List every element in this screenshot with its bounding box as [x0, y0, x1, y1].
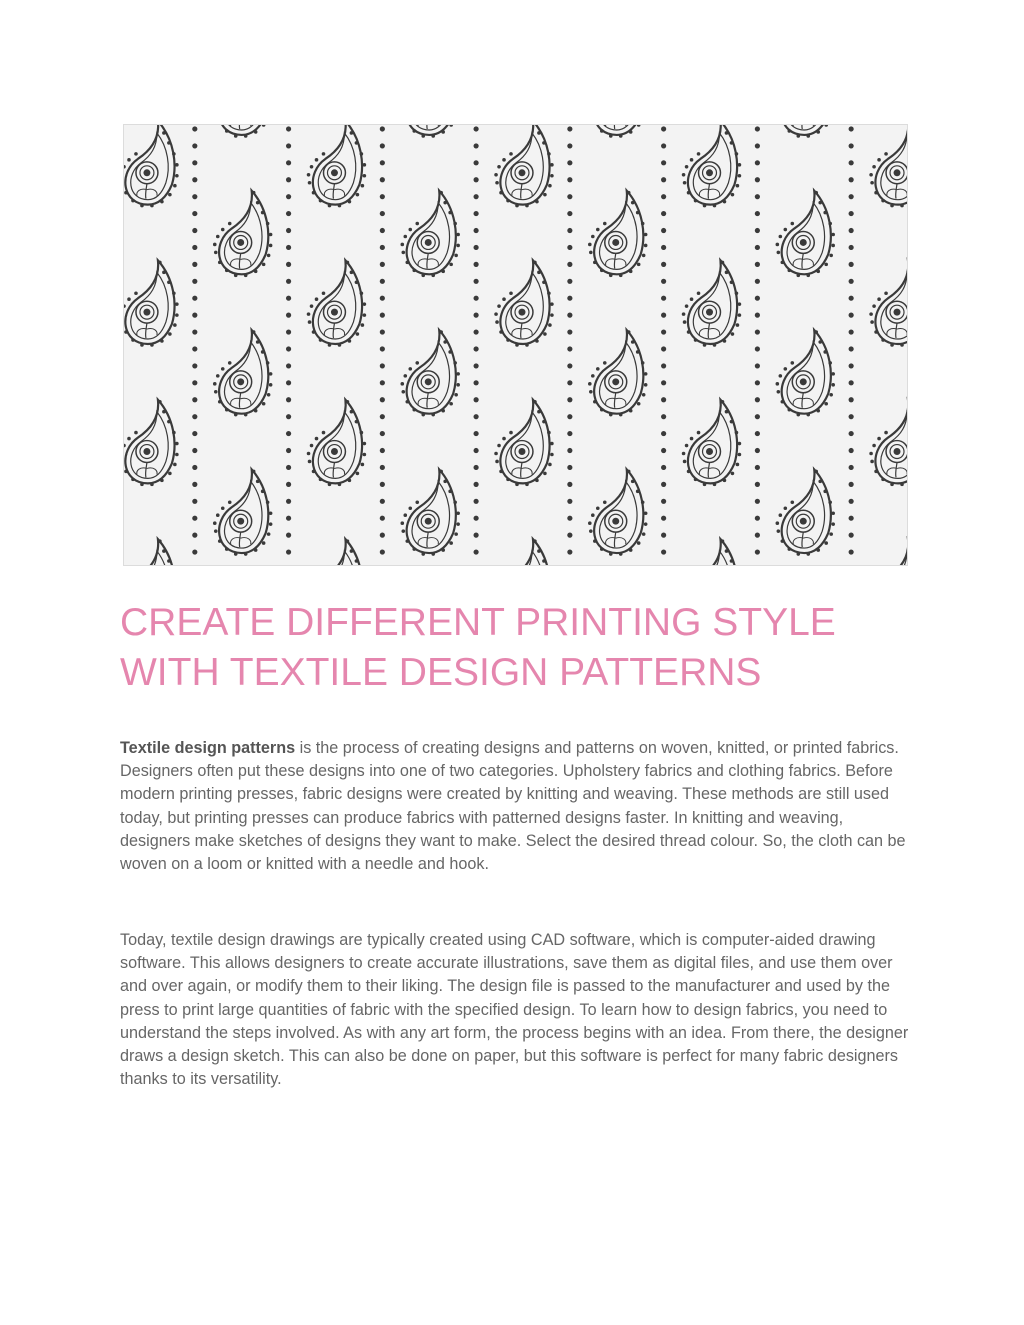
- dot-ornament: [380, 414, 385, 419]
- dot-ornament: [567, 346, 572, 351]
- dot-ornament: [380, 363, 385, 368]
- dot-ornament: [567, 296, 572, 301]
- dot-ornament: [755, 549, 760, 554]
- dot-ornament: [661, 143, 666, 148]
- dot-ornament: [567, 245, 572, 250]
- dot-ornament: [849, 228, 854, 233]
- dot-ornament: [474, 414, 479, 419]
- dot-ornament: [474, 177, 479, 182]
- dot-ornament: [474, 211, 479, 216]
- dot-ornament: [192, 397, 197, 402]
- dot-ornament: [474, 346, 479, 351]
- dot-ornament: [286, 143, 291, 148]
- article-title-line-2: WITH TEXTILE DESIGN PATTERNS: [120, 651, 762, 694]
- dot-ornament: [755, 465, 760, 470]
- dot-ornament: [661, 346, 666, 351]
- paragraph-1-text: is the process of creating designs and patterns on woven, knitted, or printed fabrics. Designers often put these designs into one of two categories. Upholstery fabrics and clothing fabrics. Before modern printing presses, fabric designs were created by knitting and weaving. These methods are still used today, but printing presses can produce fabrics with patterned designs faster. In knitting and weaving, designers make sketches of designs they want to make. Select the desired thread colour. So, the cloth can be woven on a loom or knitted with a needle and hook.: [120, 739, 906, 874]
- dot-ornament: [474, 533, 479, 538]
- dot-ornament: [755, 499, 760, 504]
- dot-ornament: [380, 194, 385, 199]
- dot-ornament: [380, 262, 385, 267]
- dot-ornament: [755, 262, 760, 267]
- dot-ornament: [567, 177, 572, 182]
- dot-ornament: [192, 160, 197, 165]
- dot-ornament: [286, 313, 291, 318]
- dot-ornament: [380, 380, 385, 385]
- dot-ornament: [661, 363, 666, 368]
- dot-ornament: [755, 346, 760, 351]
- dot-ornament: [192, 380, 197, 385]
- dot-ornament: [755, 380, 760, 385]
- dot-ornament: [286, 397, 291, 402]
- dot-ornament: [192, 262, 197, 267]
- dot-ornament: [567, 160, 572, 165]
- dot-ornament: [286, 296, 291, 301]
- dot-ornament: [755, 313, 760, 318]
- dot-ornament: [849, 346, 854, 351]
- dot-ornament: [380, 346, 385, 351]
- dot-ornament: [192, 143, 197, 148]
- dot-ornament: [661, 313, 666, 318]
- dot-ornament: [849, 262, 854, 267]
- dot-ornament: [192, 414, 197, 419]
- dot-ornament: [567, 414, 572, 419]
- dot-ornament: [849, 126, 854, 131]
- dot-ornament: [474, 448, 479, 453]
- dot-ornament: [192, 126, 197, 131]
- dot-ornament: [849, 482, 854, 487]
- dot-ornament: [380, 516, 385, 521]
- dot-ornament: [474, 482, 479, 487]
- dot-ornament: [567, 397, 572, 402]
- dot-ornament: [380, 313, 385, 318]
- dot-ornament: [661, 533, 666, 538]
- dot-ornament: [849, 516, 854, 521]
- dot-ornament: [286, 380, 291, 385]
- dot-ornament: [380, 397, 385, 402]
- dot-ornament: [661, 160, 666, 165]
- dot-ornament: [661, 194, 666, 199]
- dot-ornament: [661, 499, 666, 504]
- dot-ornament: [755, 143, 760, 148]
- dot-ornament: [849, 160, 854, 165]
- dot-ornament: [192, 194, 197, 199]
- dot-ornament: [474, 431, 479, 436]
- dot-ornament: [286, 211, 291, 216]
- article-paragraph-2: Today, textile design drawings are typically created using CAD software, which is computer-aided drawing software. This allows designers to create accurate illustrations, save them as digital files, and use them over and over again, or modify them to their liking. The design file is passed to the manufacturer and used by the press to print large quantities of fabric with the specified design. To learn how to design fabrics, you need to understand the steps involved. As with any art form, the process begins with an idea. From there, the designer draws a design sketch. This can also be done on paper, but this software is perfect for many fabric designers thanks to its versatility.: [120, 931, 909, 1089]
- dot-ornament: [286, 329, 291, 334]
- dot-ornament: [661, 448, 666, 453]
- dot-ornament: [474, 363, 479, 368]
- dot-ornament: [849, 143, 854, 148]
- dot-ornament: [286, 194, 291, 199]
- dot-ornament: [755, 397, 760, 402]
- dot-ornament: [849, 448, 854, 453]
- dot-ornament: [380, 482, 385, 487]
- dot-ornament: [849, 499, 854, 504]
- dot-ornament: [474, 245, 479, 250]
- dot-ornament: [755, 177, 760, 182]
- dot-ornament: [474, 380, 479, 385]
- dot-ornament: [661, 279, 666, 284]
- dot-ornament: [567, 313, 572, 318]
- dot-ornament: [474, 465, 479, 470]
- dot-ornament: [474, 194, 479, 199]
- dot-ornament: [755, 279, 760, 284]
- dot-ornament: [192, 245, 197, 250]
- dot-ornament: [286, 431, 291, 436]
- dot-ornament: [192, 499, 197, 504]
- dot-ornament: [755, 448, 760, 453]
- dot-ornament: [755, 211, 760, 216]
- paisley-pattern-graphic: [124, 125, 907, 565]
- dot-ornament: [380, 329, 385, 334]
- dot-ornament: [192, 465, 197, 470]
- dot-ornament: [286, 549, 291, 554]
- dot-ornament: [380, 296, 385, 301]
- dot-ornament: [286, 262, 291, 267]
- dot-ornament: [755, 194, 760, 199]
- dot-ornament: [755, 160, 760, 165]
- dot-ornament: [849, 279, 854, 284]
- dot-ornament: [192, 211, 197, 216]
- dot-ornament: [286, 482, 291, 487]
- dot-ornament: [192, 228, 197, 233]
- dot-ornament: [849, 194, 854, 199]
- dot-ornament: [567, 262, 572, 267]
- dot-ornament: [380, 448, 385, 453]
- dot-ornament: [286, 516, 291, 521]
- dot-ornament: [755, 363, 760, 368]
- dot-ornament: [474, 397, 479, 402]
- dot-ornament: [567, 194, 572, 199]
- dot-ornament: [755, 329, 760, 334]
- dot-ornament: [661, 296, 666, 301]
- keyword-textile-design-patterns: Textile design patterns: [120, 739, 296, 757]
- dot-ornament: [567, 211, 572, 216]
- dot-ornament: [755, 482, 760, 487]
- dot-ornament: [849, 533, 854, 538]
- dot-ornament: [286, 499, 291, 504]
- dot-ornament: [849, 397, 854, 402]
- dot-ornament: [661, 482, 666, 487]
- dot-ornament: [380, 533, 385, 538]
- dot-ornament: [849, 177, 854, 182]
- dot-ornament: [474, 279, 479, 284]
- dot-ornament: [192, 482, 197, 487]
- dot-ornament: [474, 516, 479, 521]
- dot-ornament: [192, 296, 197, 301]
- dot-ornament: [755, 516, 760, 521]
- dot-ornament: [755, 414, 760, 419]
- dot-ornament: [661, 329, 666, 334]
- dot-ornament: [380, 549, 385, 554]
- dot-ornament: [849, 465, 854, 470]
- dot-ornament: [567, 143, 572, 148]
- dot-ornament: [192, 363, 197, 368]
- dot-ornament: [380, 245, 385, 250]
- dot-ornament: [755, 431, 760, 436]
- dot-ornament: [849, 363, 854, 368]
- article-title: [120, 598, 920, 698]
- dot-ornament: [755, 296, 760, 301]
- dot-ornament: [286, 160, 291, 165]
- dot-ornament: [755, 228, 760, 233]
- dot-ornament: [474, 160, 479, 165]
- dot-ornament: [380, 126, 385, 131]
- dot-ornament: [474, 296, 479, 301]
- dot-ornament: [286, 245, 291, 250]
- dot-ornament: [567, 363, 572, 368]
- dot-ornament: [474, 549, 479, 554]
- dot-ornament: [474, 126, 479, 131]
- dot-ornament: [192, 516, 197, 521]
- dot-ornament: [380, 177, 385, 182]
- dot-ornament: [661, 211, 666, 216]
- dot-ornament: [567, 329, 572, 334]
- dot-ornament: [567, 516, 572, 521]
- dot-ornament: [849, 211, 854, 216]
- dot-ornament: [474, 143, 479, 148]
- dot-ornament: [849, 549, 854, 554]
- dot-ornament: [192, 533, 197, 538]
- dot-ornament: [755, 533, 760, 538]
- dot-ornament: [380, 465, 385, 470]
- dot-ornament: [661, 177, 666, 182]
- dot-ornament: [474, 499, 479, 504]
- dot-ornament: [661, 431, 666, 436]
- dot-ornament: [567, 465, 572, 470]
- dot-ornament: [849, 245, 854, 250]
- dot-ornament: [380, 160, 385, 165]
- dot-ornament: [380, 431, 385, 436]
- dot-ornament: [661, 262, 666, 267]
- dot-ornament: [849, 414, 854, 419]
- dot-ornament: [567, 380, 572, 385]
- dot-ornament: [567, 482, 572, 487]
- article-title-line-1: CREATE DIFFERENT PRINTING STYLE: [120, 601, 836, 644]
- dot-ornament: [755, 126, 760, 131]
- dot-ornament: [286, 126, 291, 131]
- dot-ornament: [380, 499, 385, 504]
- dot-ornament: [286, 533, 291, 538]
- dot-ornament: [286, 363, 291, 368]
- dot-ornament: [661, 516, 666, 521]
- dot-ornament: [380, 143, 385, 148]
- dot-ornament: [192, 346, 197, 351]
- dot-ornament: [192, 279, 197, 284]
- dot-ornament: [286, 346, 291, 351]
- dot-ornament: [661, 380, 666, 385]
- dot-ornament: [474, 313, 479, 318]
- dot-ornament: [286, 414, 291, 419]
- dot-ornament: [849, 431, 854, 436]
- dot-ornament: [474, 228, 479, 233]
- dot-ornament: [567, 431, 572, 436]
- dot-ornament: [192, 177, 197, 182]
- dot-ornament: [661, 228, 666, 233]
- dot-ornament: [380, 228, 385, 233]
- dot-ornament: [849, 329, 854, 334]
- dot-ornament: [661, 245, 666, 250]
- article-paragraph-1: [120, 737, 910, 876]
- dot-ornament: [567, 228, 572, 233]
- dot-ornament: [849, 296, 854, 301]
- dot-ornament: [286, 279, 291, 284]
- paisley-pattern-image: [123, 124, 908, 566]
- dot-ornament: [286, 177, 291, 182]
- dot-ornament: [661, 126, 666, 131]
- dot-ornament: [192, 313, 197, 318]
- dot-ornament: [849, 313, 854, 318]
- dot-ornament: [567, 448, 572, 453]
- dot-ornament: [286, 465, 291, 470]
- dot-ornament: [567, 499, 572, 504]
- dot-ornament: [567, 279, 572, 284]
- dot-ornament: [192, 448, 197, 453]
- dot-ornament: [474, 262, 479, 267]
- dot-ornament: [849, 380, 854, 385]
- dot-ornament: [192, 549, 197, 554]
- dot-ornament: [661, 397, 666, 402]
- dot-ornament: [567, 549, 572, 554]
- dot-ornament: [380, 279, 385, 284]
- dot-ornament: [286, 228, 291, 233]
- dot-ornament: [567, 126, 572, 131]
- dot-ornament: [661, 414, 666, 419]
- dot-ornament: [661, 465, 666, 470]
- dot-ornament: [192, 431, 197, 436]
- dot-ornament: [380, 211, 385, 216]
- dot-ornament: [755, 245, 760, 250]
- dot-ornament: [567, 533, 572, 538]
- dot-ornament: [286, 448, 291, 453]
- dot-ornament: [474, 329, 479, 334]
- dot-ornament: [192, 329, 197, 334]
- dot-ornament: [661, 549, 666, 554]
